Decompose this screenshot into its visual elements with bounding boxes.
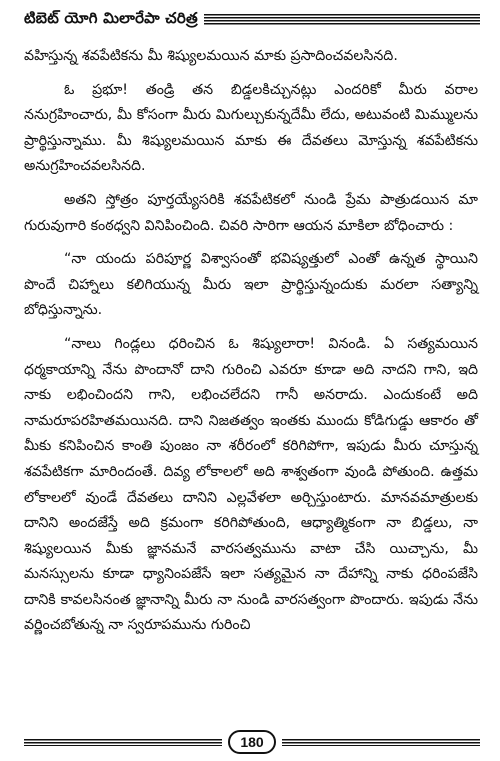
paragraph-quote: “నాలు గిండ్లలు ధరించిన ఓ శిష్యులారా! వినండి. ఏ సత్యమయిన ధర్మకాయాన్ని నేను పొందానో దాని గురించి ఎవరూ కూడా అది నాదని గాని, ఇది నాకు లభించిందని గాని, లభించలేదని గానీ అనరాదు. ఎందుకంటే అది నామరూపరహితమయినది. దాని నిజతత్వం ఇంతకు ముందు కోడిగుడ్డు ఆకారం తో మీకు కనిపించిన కాంతి పుంజం నా శరీరంలో కరిగిపోగా, ఇపుడు మీరు చూస్తున్న శవపేటికగా మారిందంతే. దివ్య లోకాలలో అది శాశ్వతంగా వుండి పోతుంది. ఉత్తమ లోకాలలో వుండే దేవతలు దానిని ఎల్లవేళలా అర్చిస్తుంటారు. మానవమాత్రులకు దానిని అందజేస్తే అది క్రమంగా కరిగిపోతుంది, ఆధ్యాత్మికంగా నా బిడ్డలు, నా శిష్యులయిన మీకు జ్ఞానమనే వారసత్వమును వాటా చేసి యిచ్చాను, మీ మనస్సులను కూడా ధ్యానింపజేసే ఇలా సత్యమైన నా దేహాన్ని నాకు ధరింపజేసి దానికి కావలసినంత జ్ఞానాన్ని మీరు నా నుండి వారసత్వంగా పొందారు. ఇపుడు నేను వర్ణించబోతున్న నా స్వరూపమును గురించి (24, 335, 478, 634)
paragraph: ఓ ప్రభూ! తండ్రి తన బిడ్డలకిచ్చునట్లు ఎందరికో మీరు వరాల ననుగ్రహించారు, మీ కోసంగా మీరు మిగుల్చుకున్నదేమీ లేదు, అటువంటి మిమ్ములను ప్రార్థిస్తున్నాము. మీ శిష్యులమయిన మాకు ఈ దేవతలు మోస్తున్న శవపేటికను అనుగ్రహించవలసినది. (24, 81, 478, 175)
running-header (24, 6, 480, 34)
page-body (24, 44, 478, 639)
paragraph-continuation: వహిస్తున్న శవపేటికను మీ శిష్యులమయిన మాకు ప్రసాదించవలసినది. (24, 48, 398, 64)
running-header-title: టిబెట్ యోగి మిలారేపా చరిత్ర (24, 9, 198, 27)
header-decorative-rule (204, 14, 480, 26)
paragraph-quote: “నా యందు పరిపూర్ణ విశ్వాసంతో భవిష్యత్తులో ఎంతో ఉన్నత స్థాయిని పొందే చిహ్నాలు కలిగియున్న మీరు ఇలా ప్రార్థిస్తున్నందుకు మరలా సత్యాన్ని బోధిస్తున్నాను. (24, 251, 478, 319)
paragraph: అతని స్తోత్రం పూర్తయ్యేసరికి శవపేటికలో నుండి ప్రేమ పాత్రుడయిన మా గురువుగారి కంఠధ్వని వినిపించింది. చివరి సారిగా ఆయన మాకిలా బోధించారు : (24, 191, 478, 234)
footer-rule-left (24, 739, 222, 746)
footer-rule-right (282, 739, 480, 746)
page-footer (24, 730, 480, 754)
page-number: 180 (228, 730, 275, 754)
